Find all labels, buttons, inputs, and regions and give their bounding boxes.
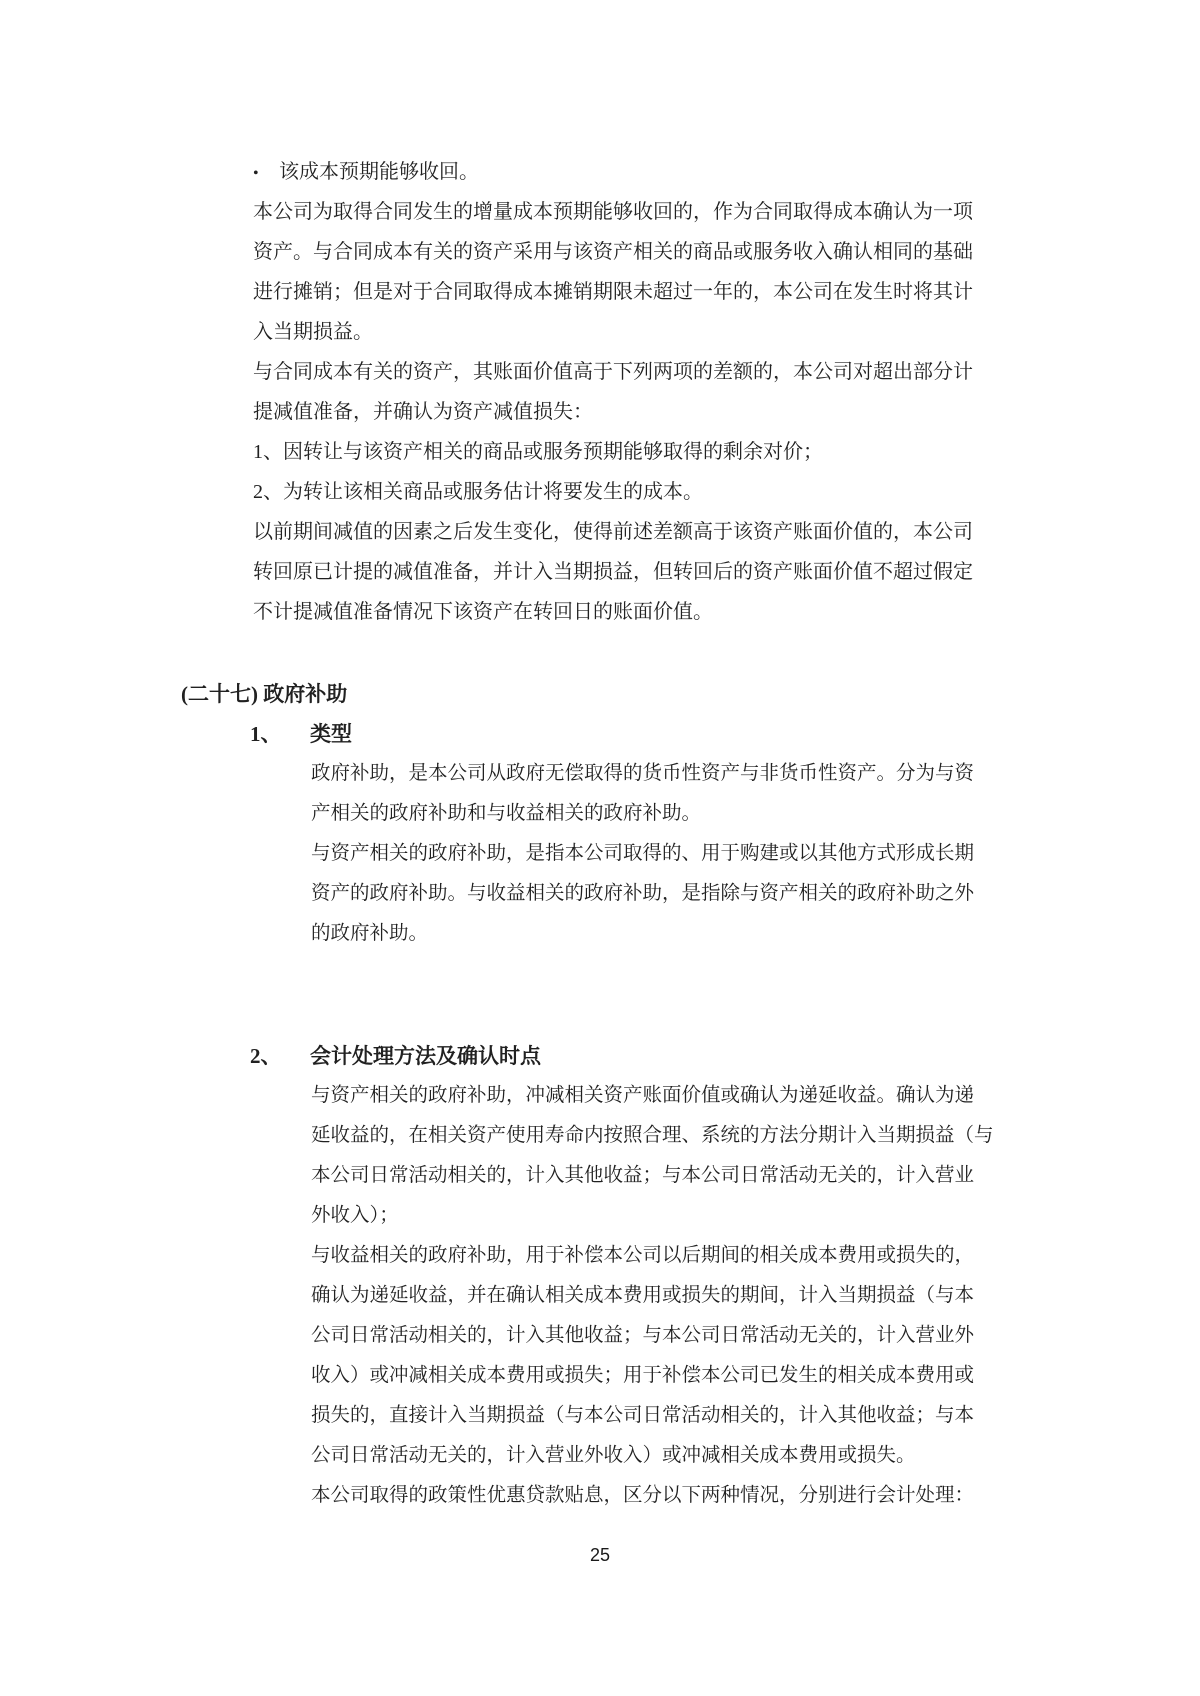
bullet-icon: • (253, 165, 259, 182)
text-line: 与合同成本有关的资产，其账面价值高于下列两项的差额的，本公司对超出部分计 (253, 361, 973, 383)
text-line: 的政府补助。 (311, 923, 429, 944)
paragraph (253, 512, 973, 632)
paragraph (253, 432, 973, 512)
text-line: 资产。与合同成本有关的资产采用与该资产相关的商品或服务收入确认相同的基础 (253, 241, 973, 263)
text-line: 本公司取得的政策性优惠贷款贴息，区分以下两种情况，分别进行会计处理： (311, 1485, 975, 1506)
paragraph (311, 1076, 994, 1236)
numbered-heading (250, 714, 352, 754)
text-line: 公司日常活动无关的，计入营业外收入）或冲减相关成本费用或损失。 (311, 1445, 916, 1466)
text-line: 不计提减值准备情况下该资产在转回日的账面价值。 (253, 601, 713, 623)
text-line: 该成本预期能够收回。 (279, 161, 479, 183)
paragraph (253, 352, 973, 432)
text-line: 损失的，直接计入当期损益（与本公司日常活动相关的，计入其他收益；与本 (311, 1405, 975, 1426)
paragraph (311, 754, 977, 834)
text-line: 与资产相关的政府补助，冲减相关资产账面价值或确认为递延收益。确认为递 (311, 1085, 975, 1106)
heading-title: 会计处理方法及确认时点 (310, 1044, 541, 1068)
page-number: 25 (589, 1545, 611, 1565)
text-line: 本公司为取得合同发生的增量成本预期能够收回的，作为合同取得成本确认为一项 (253, 201, 973, 223)
heading-number: 2、 (250, 1044, 282, 1068)
text-line: 进行摊销；但是对于合同取得成本摊销期限未超过一年的，本公司在发生时将其计 (253, 281, 973, 303)
numbered-heading (250, 1036, 541, 1076)
text-line: 产相关的政府补助和与收益相关的政府补助。 (311, 803, 702, 824)
paragraph (311, 1236, 977, 1476)
text-line: 2、为转让该相关商品或服务估计将要发生的成本。 (253, 481, 703, 503)
text-line: 以前期间减值的因素之后发生变化，使得前述差额高于该资产账面价值的，本公司 (253, 521, 973, 543)
paragraph (311, 834, 977, 954)
section-heading: (二十七) 政府补助 (181, 682, 348, 706)
text-line: 确认为递延收益，并在确认相关成本费用或损失的期间，计入当期损益（与本 (311, 1285, 975, 1306)
bullet-item (253, 152, 973, 194)
text-line: 公司日常活动相关的，计入其他收益；与本公司日常活动无关的，计入营业外 (311, 1325, 975, 1346)
text-line: 资产的政府补助。与收益相关的政府补助，是指除与资产相关的政府补助之外 (311, 883, 975, 904)
text-line: 延收益的，在相关资产使用寿命内按照合理、系统的方法分期计入当期损益（与 (311, 1125, 994, 1146)
text-line: 与收益相关的政府补助，用于补偿本公司以后期间的相关成本费用或损失的， (311, 1245, 975, 1266)
text-line: 收入）或冲减相关成本费用或损失；用于补偿本公司已发生的相关成本费用或 (311, 1365, 975, 1386)
text-line: 转回原已计提的减值准备，并计入当期损益，但转回后的资产账面价值不超过假定 (253, 561, 973, 583)
text-line: 提减值准备，并确认为资产减值损失： (253, 401, 593, 423)
text-line: 政府补助，是本公司从政府无偿取得的货币性资产与非货币性资产。分为与资 (311, 763, 975, 784)
paragraph (253, 192, 973, 352)
heading-title: 类型 (310, 722, 352, 746)
text-line: 与资产相关的政府补助，是指本公司取得的、用于购建或以其他方式形成长期 (311, 843, 975, 864)
heading-number: 1、 (250, 722, 282, 746)
text-line: 外收入）； (311, 1205, 399, 1226)
text-line: 入当期损益。 (253, 321, 373, 343)
paragraph (311, 1476, 977, 1516)
text-line: 1、因转让与该资产相关的商品或服务预期能够取得的剩余对价； (253, 441, 823, 463)
text-line: 本公司日常活动相关的，计入其他收益；与本公司日常活动无关的，计入营业 (311, 1165, 975, 1186)
